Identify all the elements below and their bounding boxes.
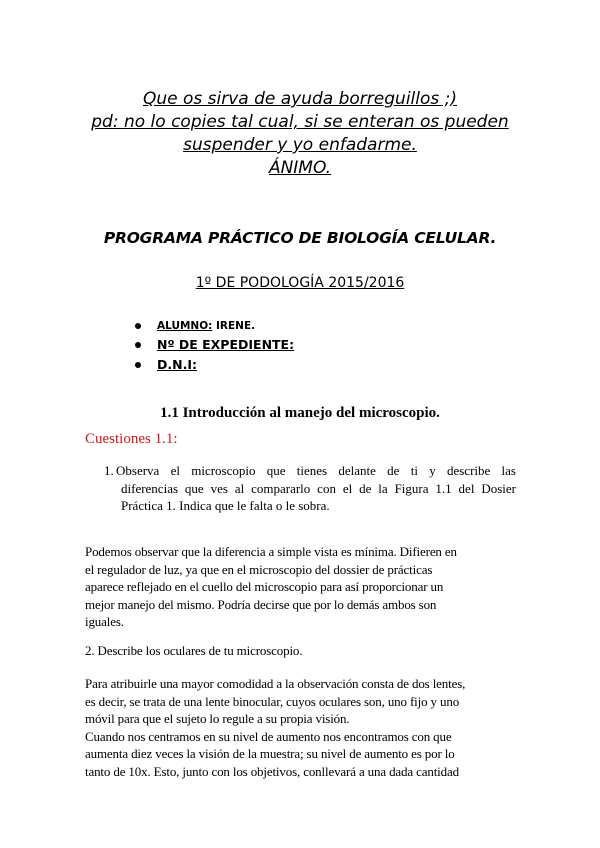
answer-1 (85, 543, 457, 631)
answer-line: Podemos observar que la diferencia a simple vista es mínima. Difieren en (85, 544, 457, 559)
answer-line: tanto de 10x. Esto, junto con los objetivos, conllevará a una dada cantidad (85, 763, 459, 779)
answer-line: Para atribuirle una mayor comodidad a la observación consta de dos lentes, (85, 676, 466, 691)
question-line: diferencias que ves al compararlo con el de la Figura 1.1 del Dosier (121, 480, 516, 496)
bullet-icon (135, 342, 141, 348)
answer-line: es decir, se trata de una lente binocular, cuyos oculares son, uno fijo y uno (85, 693, 460, 709)
answer-line: aumenta diez veces la visión de la muestra; su nivel de aumento es por lo (85, 746, 455, 761)
answer-2 (85, 675, 465, 780)
cuestiones-heading: Cuestiones 1.1: (85, 431, 178, 447)
course-heading: 1º DE PODOLOGÍA 2015/2016 (195, 275, 405, 291)
expediente-item (132, 335, 294, 355)
alumno-label: ALUMNO: (157, 320, 213, 332)
answer-line: Cuando nos centramos en su nivel de aumento nos encontramos con que (85, 728, 452, 744)
question-1 (104, 462, 516, 515)
expediente-label: Nº DE EXPEDIENTE: (157, 337, 295, 352)
intro-note (60, 88, 540, 180)
answer-line: mejor manejo del mismo. Podría decirse que por lo demás ambos son (85, 596, 437, 612)
question-number: 1. (104, 463, 114, 478)
section-heading: 1.1 Introducción al manejo del microscopio. (160, 405, 440, 421)
intro-line: ÁNIMO. (268, 158, 332, 178)
answer-line: el regulador de luz, ya que en el microscopio del dossier de prácticas (85, 561, 433, 577)
student-name-item (132, 317, 294, 335)
answer-line: aparece reflejado en el cuello del microscopio para así proporcionar un (85, 579, 444, 594)
student-info-list (132, 317, 294, 375)
intro-line: Que os sirva de ayuda borreguillos ;) (142, 89, 458, 109)
alumno-value: IRENE. (212, 320, 256, 332)
dni-item (132, 355, 294, 375)
bullet-icon (135, 362, 141, 368)
question-line: Práctica 1. Indica que le falta o le sobra. (121, 498, 330, 513)
question-2: 2. Describe los oculares de tu microscopio. (85, 643, 303, 658)
intro-line: pd: no lo copies tal cual, si se enteran os pueden (91, 112, 509, 132)
question-line: Observa el microscopio que tienes delante de ti y describe las (116, 463, 516, 478)
answer-line: móvil para que el sujeto lo regule a su propia visión. (85, 711, 350, 726)
answer-line: iguales. (85, 614, 124, 629)
document-title: PROGRAMA PRÁCTICO DE BIOLOGÍA CELULAR. (103, 229, 497, 247)
intro-line: suspender y yo enfadarme. (183, 135, 417, 155)
dni-label: D.N.I: (157, 357, 197, 372)
bullet-icon (135, 323, 141, 329)
